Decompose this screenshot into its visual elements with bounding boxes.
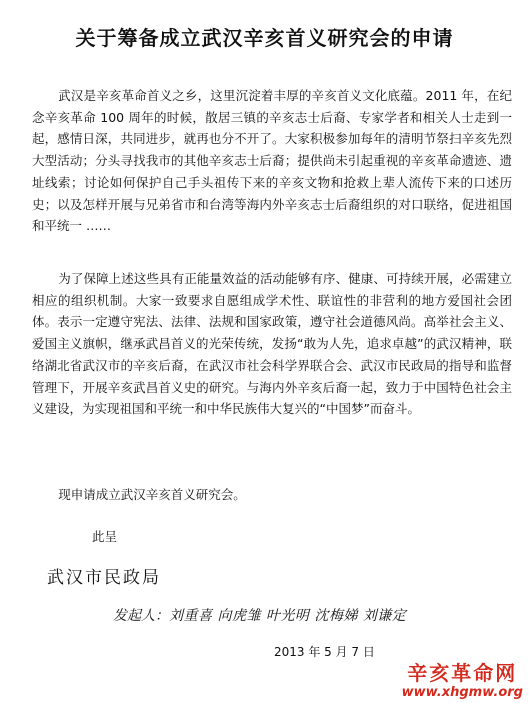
initiators-label: 发起人： — [113, 608, 169, 624]
document-date: 2013 年 5 月 7 日 — [274, 645, 375, 659]
document-title: 关于筹备成立武汉辛亥首义研究会的申请 — [75, 26, 454, 50]
watermark-url: www.xhgmw.org — [401, 685, 523, 700]
paragraph-intro: 武汉是辛亥革命首义之乡，这里沉淀着丰厚的辛亥首义文化底蕴。2011 年，在纪念辛亥革命 100 周年的时候，散居三镇的辛亥志士后裔、专家学者和相关人士走到一起，感情日深，共同进步，就再也分不开了。大家积极参加每年的清明节祭扫辛亥先烈大型活动；分头寻找我市的其他辛亥志士后裔；提供尚未引起重视的辛亥革命遗迹、遗址线索；讨论如何保护自己手头祖传下来的辛亥文物和抢救上辈人流传下来的口述历史；以及怎样开展与兄弟省市和台湾等海内外辛亥志士后裔组织的对口联络，促进祖国和平统一 …… — [32, 88, 512, 234]
watermark-name: 辛亥革命网 — [407, 661, 518, 685]
paragraph-request: 现申请成立武汉辛亥首义研究会。 — [58, 487, 246, 502]
site-watermark — [402, 661, 523, 701]
paragraph-purpose: 为了保障上述这些具有正能量效益的活动能够有序、健康、可持续开展，必需建立相应的组织机制。大家一致要求自愿组成学术性、联谊性的非营利的地方爱国社会团体。表示一定遵守宪法、法律、法规和国家政策，遵守社会道德风尚。高举社会主义、爱国主义旗帜，继承武昌首义的光荣传统，发扬“敢为人先，追求卓越”的武汉精神，联络湖北省武汉市的辛亥后裔，在武汉市社会科学界联合会、武汉市民政局的指导和监督管理下，开展辛亥武昌首义史的研究。与海内外辛亥后裔一起，致力于中国特色社会主义建设，为实现祖国和平统一和中华民族伟大复兴的“中国梦”而奋斗。 — [32, 271, 512, 417]
initiators-names: 刘重喜 向虎雏 叶光明 沈梅娣 刘谦定 — [169, 608, 407, 624]
salutation: 此呈 — [92, 529, 118, 544]
initiators-line — [113, 605, 406, 625]
recipient: 武汉市民政局 — [47, 568, 161, 588]
